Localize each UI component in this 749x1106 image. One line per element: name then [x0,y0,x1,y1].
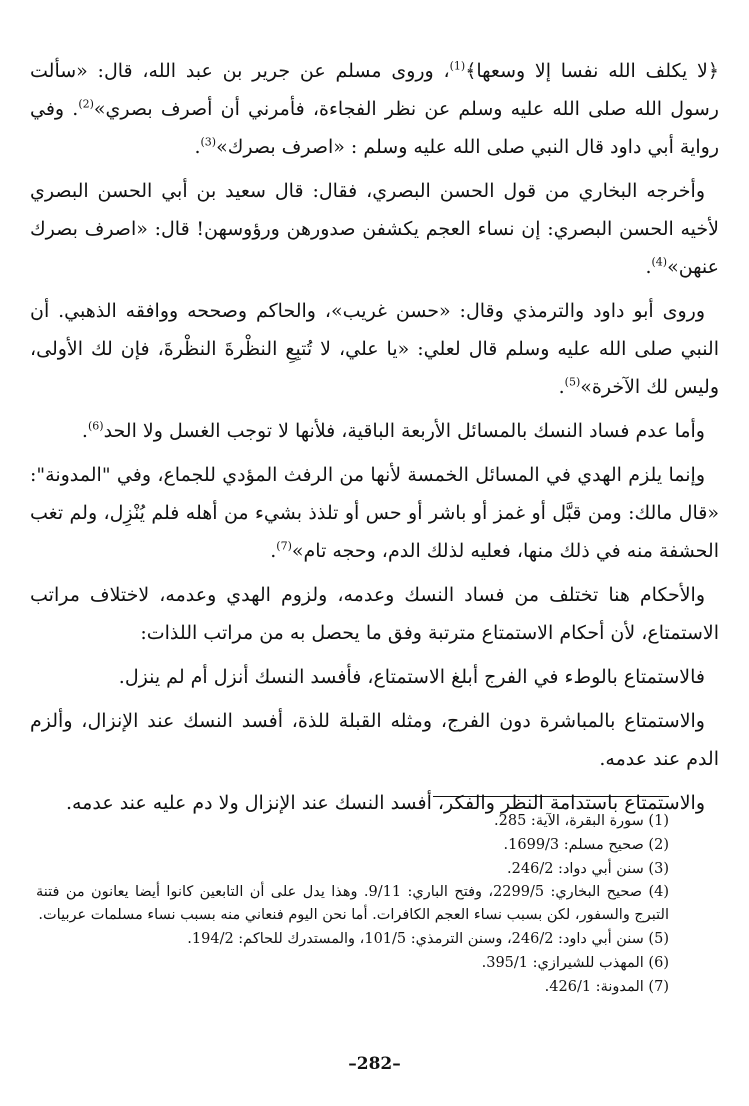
paragraph-5-text-end: . [270,540,277,562]
paragraph-9-text: والاستمتاع باستدامة النظر والفكر، أفسد النسك عند الإنزال ولا دم عليه عند عدمه. [65,792,705,814]
paragraph-3 [30,292,719,406]
paragraph-1-text-cont: ، وروى مسلم عن جرير بن عبد الله، قال: «سألت رسول الله صلى الله عليه وسلم عن نظر الفجاءة، فأمرني أن أصرف بصري» [30,60,719,120]
paragraph-2-text-end: . [645,256,652,278]
paragraph-2-text: وأخرجه البخاري من قول الحسن البصري، فقال: قال سعيد بن أبي الحسن البصري لأخيه الحسن البصري: إن نساء العجم يكشفن صدورهن ورؤوسهن! قال: «اصرف بصرك عنهن» [30,180,719,278]
paragraph-6-text: والأحكام هنا تختلف من فساد النسك وعدمه، ولزوم الهدي وعدمه، لاختلاف مراتب الاستمتاع، لأن أحكام الاستمتاع مترتبة وفق ما يحصل به من مراتب اللذات: [30,584,719,644]
footnote-3: (3) سنن أبي دواد: 246/2. [507,861,669,877]
paragraph-4 [30,412,719,450]
paragraph-8 [30,702,719,778]
paragraph-2 [30,172,719,286]
footnote-2: (2) صحيح مسلم: 1699/3. [503,837,669,853]
footnote-1: (1) سورة البقرة، الآية: 285. [494,813,669,829]
footnote-ref-2: (2) [78,97,94,111]
footnote-separator [433,796,669,797]
paragraph-7 [30,658,719,696]
footnote-ref-3: (3) [200,135,217,149]
footnote-5: (5) سنن أبي داود: 246/2، وسنن الترمذي: 101/5، والمستدرك للحاكم: 194/2. [187,931,669,947]
footnote-ref-6: (6) [87,419,104,433]
paragraph-1-text: ﴿لا يكلف الله نفسا إلا وسعها﴾ [465,60,719,82]
main-text [30,52,719,828]
paragraph-5-text: وإنما يلزم الهدي في المسائل الخمسة لأنها من الرفث المؤدي للجماع، وفي "المدونة": «قال مالك: ومن قبَّل أو غمز أو باشر أو حس أو تلذذ بشيء من أهله فلم يُنْزِل، ولم تغب الحشفة منه في ذلك منها، فعليه لذلك الدم، وحجه تام» [30,464,719,562]
footnote-ref-5: (5) [564,375,581,389]
footnote-ref-7: (7) [276,539,292,553]
paragraph-4-text: وأما عدم فساد النسك بالمسائل الأربعة الباقية، فلأنها لا توجب الغسل ولا الحد [103,420,705,442]
footnote-4: (4) صحيح البخاري: 2299/5، وفتح الباري: 9/11. وهذا يدل على أن التابعين كانوا أيضا يعانون من فتنة التبرج والسفور، لكن بسبب نساء العجم الكافرات. أما نحن اليوم فنعاني منه بسبب نساء مسلمات عربيات. [36,884,670,923]
footnote-ref-1: (1) [449,59,466,73]
footnote-ref-4: (4) [651,255,668,269]
footnote-7: (7) المدونة: 426/1. [544,979,669,995]
paragraph-7-text: فالاستمتاع بالوطء في الفرج أبلغ الاستمتاع، فأفسد النسك أنزل أم لم ينزل. [118,666,705,688]
paragraph-3-text-end: . [558,376,565,398]
paragraph-5 [30,456,719,570]
paragraph-8-text: والاستمتاع بالمباشرة دون الفرج، ومثله القبلة للذة، أفسد النسك عند الإنزال، وألزم الدم عند عدمه. [30,710,719,770]
paragraph-1-text-cont2: . وفي رواية أبي داود قال النبي صلى الله عليه وسلم : «اصرف بصرك» [30,98,719,158]
paragraph-1-text-end: . [194,136,201,158]
footnotes [36,809,669,999]
footnote-6: (6) المهذب للشيرازي: 395/1. [481,955,669,971]
paragraph-4-text-end: . [81,420,88,442]
paragraph-1 [30,52,719,166]
paragraph-6 [30,576,719,652]
page-number: –282– [348,1054,401,1074]
paragraph-3-text: وروى أبو داود والترمذي وقال: «حسن غريب»، والحاكم وصححه ووافقه الذهبي. أن النبي صلى الله عليه وسلم قال لعلي: «يا علي، لا تُتبِعِ النظْرةَ النظْرةَ، فإن لك الأولى، وليس لك الآخرة» [30,300,719,398]
